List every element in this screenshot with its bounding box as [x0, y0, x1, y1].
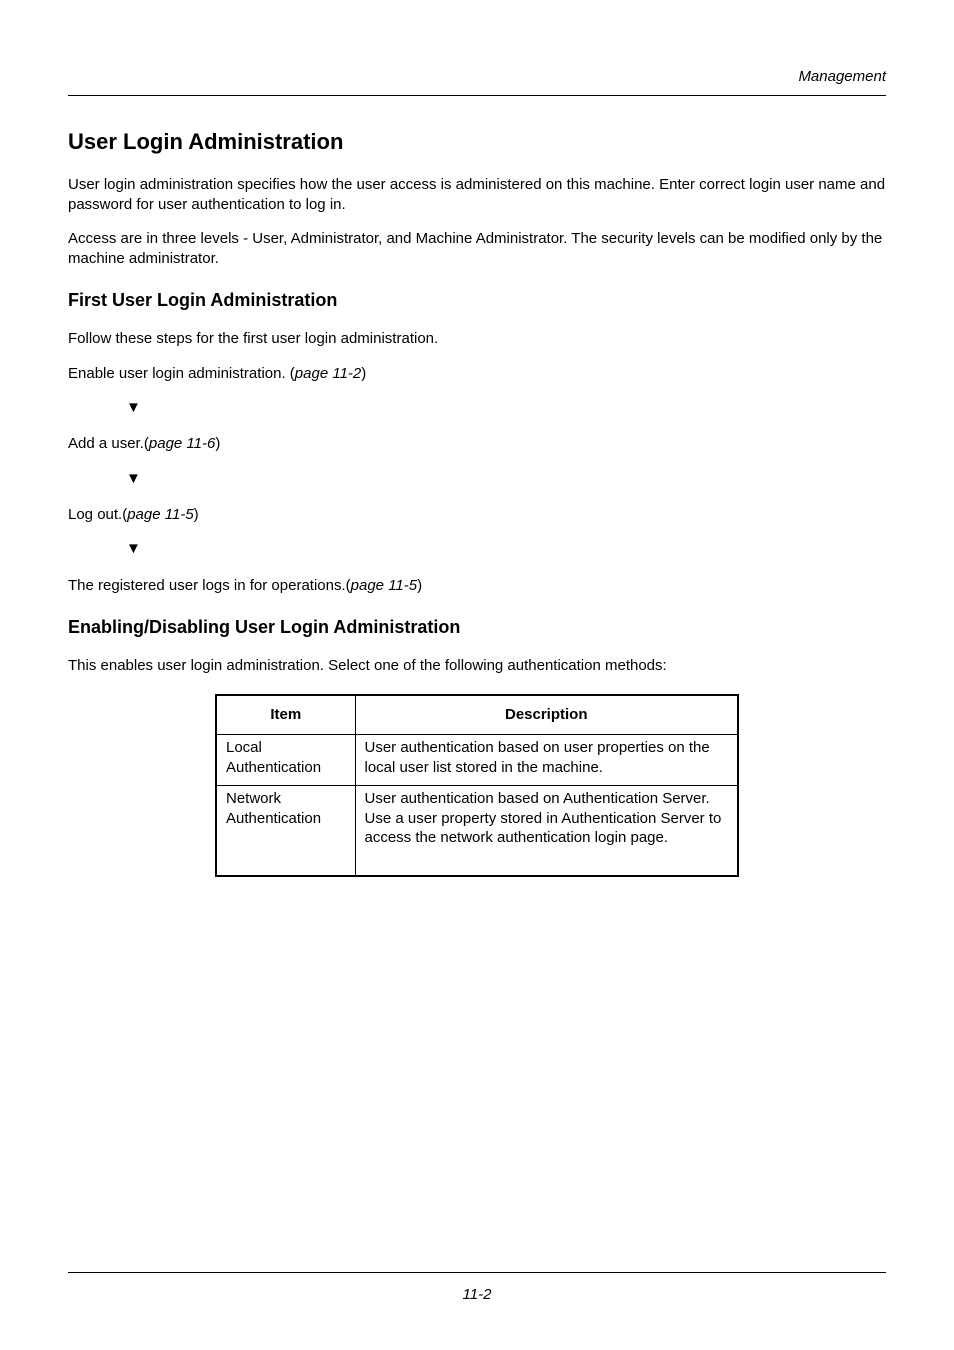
first-login-title: First User Login Administration: [68, 290, 338, 310]
enabling-title: Enabling/Disabling User Login Administration: [68, 617, 461, 637]
page-ref: page 11-6: [148, 435, 216, 452]
description-cell: User authentication based on Authentication Server. Use a user property stored in Authentication Server to access the network authentication login page.: [355, 786, 738, 876]
auth-methods-table: [215, 694, 739, 877]
header-rule: [68, 95, 886, 96]
column-header-item: Item: [216, 695, 355, 735]
page-ref: page 11-5: [350, 577, 418, 594]
section-title: User Login Administration: [68, 129, 344, 154]
page-number: 11-2: [462, 1286, 492, 1303]
step-2: Add a user.(page 11-6): [68, 435, 221, 452]
page-ref: page 11-2: [294, 365, 362, 382]
page-ref: page 11-5: [127, 506, 194, 523]
intro-paragraph-1: User login administration specifies how the user access is administered on this machine. Enter correct login user name and password for user authentication to log in.: [68, 176, 886, 213]
description-cell: User authentication based on user properties on the local user list stored in the machine.: [355, 735, 738, 786]
step-1: Enable user login administration. (page 11-2): [68, 365, 367, 382]
running-header: Management: [798, 68, 886, 85]
step-3: Log out.(page 11-5): [68, 506, 199, 523]
enabling-intro: This enables user login administration. Select one of the following authentication methods:: [68, 657, 667, 674]
footer-rule: [68, 1272, 886, 1273]
table-row: [216, 735, 738, 786]
intro-paragraph-2: Access are in three levels - User, Administrator, and Machine Administrator. The security levels can be modified only by the machine administrator.: [68, 230, 883, 267]
item-cell: Local Authentication: [216, 735, 355, 786]
column-header-description: Description: [355, 695, 738, 735]
item-cell: Network Authentication: [216, 786, 355, 876]
down-arrow-icon: ▼: [126, 399, 141, 416]
first-login-intro: Follow these steps for the first user login administration.: [68, 330, 439, 347]
table-row: [216, 786, 738, 876]
table-header-row: [216, 695, 738, 735]
step-4: The registered user logs in for operations.(page 11-5): [68, 577, 423, 594]
down-arrow-icon: ▼: [126, 470, 141, 487]
down-arrow-icon: ▼: [126, 540, 141, 557]
